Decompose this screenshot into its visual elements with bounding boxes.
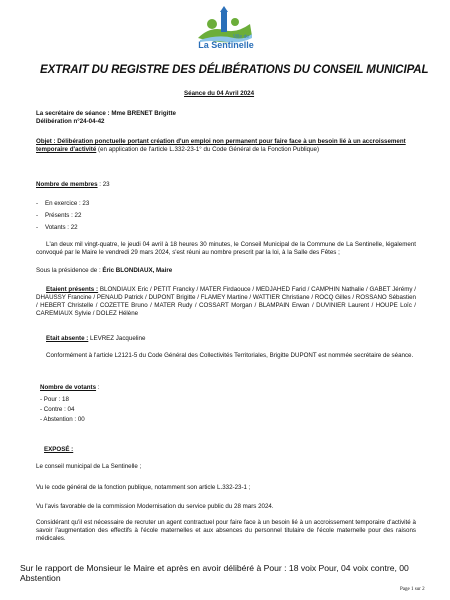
logo-tree-shape-2 xyxy=(231,18,239,26)
expose-p3: Vu l'avis favorable de la commission Modernisation du service public du 28 mars 2024. xyxy=(36,503,274,510)
membres-presents-text: Présents : 22 xyxy=(44,212,82,219)
logo-tree-shape xyxy=(207,19,217,29)
membres-exercice: - En exercice : 23 xyxy=(36,200,90,207)
membres-votants-text: Votants : 22 xyxy=(44,224,78,231)
membres-line xyxy=(36,181,110,189)
logo-tower-shape xyxy=(221,12,227,32)
presents-list: BLONDIAUX Eric / PETIT Francky / MATER Firdaouce / MEDJAHED Farid / CAMPHIN Nathalie / GABET Jérémy / DHAUSSY Francine / PENAUD Patrick / DUPONT Brigitte / FLAMEY Martine / WATTIER Christiane / ROCQ Gilles / ROSSANO Sébastien / HEBERT Christelle / COZETTE Bruno / MATER Rudy / COSSART Morgan / BLAMPAIN Erwan / DUVINIER Laurent / HOUPE Loïc / CAREMIAUX Sylvie / DOLEZ Hélène xyxy=(36,286,417,317)
membres-votants: - Votants : 22 xyxy=(36,224,78,231)
deliberation-number: Délibération n°24-04-42 xyxy=(36,118,105,125)
presidence-line xyxy=(36,267,172,275)
votants-line xyxy=(40,384,100,392)
votants-value: : xyxy=(96,384,100,391)
seance-date: Séance du 04 Avril 2024 xyxy=(184,90,255,97)
logo-main-text: La Sentinelle xyxy=(198,40,254,50)
votants-label: Nombre de votants xyxy=(40,384,97,391)
votants-abstention: - Abstention : 00 xyxy=(40,416,85,423)
objet-paragraph xyxy=(36,138,416,154)
presents-paragraph xyxy=(36,286,416,318)
expose-p4: Considérant qu'il est nécessaire de recruter un agent contractuel pour faire face à un besoin lié à un accroissement temporaire d'activité à savoir l'augmentation des effectifs à l'école maternelles et aux absences du personnel titulaire de l'école maternelle pour des raisons médicales. xyxy=(36,519,416,542)
objet-suffix: (en application de l'article L.332-23-1° du Code Général de la Fonction Publique) xyxy=(96,146,320,153)
page-number: Page 1 sur 2 xyxy=(400,587,425,592)
presents-label: Etaient présents : xyxy=(46,286,99,293)
membres-exercice-text: En exercice : 23 xyxy=(44,200,90,207)
rapport-paragraph: Sur le rapport de Monsieur le Maire et après en avoir délibéré à Pour : 18 voix Pour, 04 voix contre, 00 Abstention xyxy=(20,563,409,583)
absents-label: Etait absente : xyxy=(46,335,89,342)
votants-contre: - Contre : 04 xyxy=(40,406,75,413)
absents-list: LEVREZ Jacqueline xyxy=(88,335,146,342)
expose-p1: Le conseil municipal de La Sentinelle ; xyxy=(36,463,142,470)
expose-heading: EXPOSÉ : xyxy=(44,446,74,453)
logo-text xyxy=(186,34,266,50)
intro-paragraph: L'an deux mil vingt-quatre, le jeudi 04 avril à 18 heures 30 minutes, le Conseil Municipal de la Commune de La Sentinelle, légalement convoqué par le Maire le vendredi 29 mars 2024, s'est réuni au nombre prescrit par la loi, à la Salle des Fêtes ; xyxy=(36,241,416,256)
membres-value: : 23 xyxy=(97,181,110,188)
presidence-label: Sous la présidence de : xyxy=(36,267,103,274)
logo-tower-roof xyxy=(220,6,228,12)
document-title: EXTRAIT DU REGISTRE DES DÉLIBÉRATIONS DU CONSEIL MUNICIPAL xyxy=(40,64,429,76)
membres-label: Nombre de membres xyxy=(36,181,98,188)
secretaire-line: La secrétaire de séance : Mme BRENET Brigitte xyxy=(36,110,176,117)
expose-p2: Vu le code général de la fonction publique, notamment son article L.332-23-1 ; xyxy=(36,484,251,491)
presidence-name: Éric BLONDIAUX, Maire xyxy=(102,267,173,274)
absents-line xyxy=(46,335,145,343)
membres-presents: - Présents : 22 xyxy=(36,212,82,219)
logo-small-text: Ville de xyxy=(232,34,250,40)
objet-label: Objet : Délibération ponctuelle portant création d'un emploi non permanent pour faire face à un besoin lié à un accroissement temporaire d'activité xyxy=(36,138,406,153)
conformement-paragraph: Conformément à l'article L2121-5 du Code Général des Collectivités Territoriales, Brigitte DUPONT est nommée secrétaire de séance. xyxy=(46,352,414,359)
votants-pour: - Pour : 18 xyxy=(40,396,69,403)
